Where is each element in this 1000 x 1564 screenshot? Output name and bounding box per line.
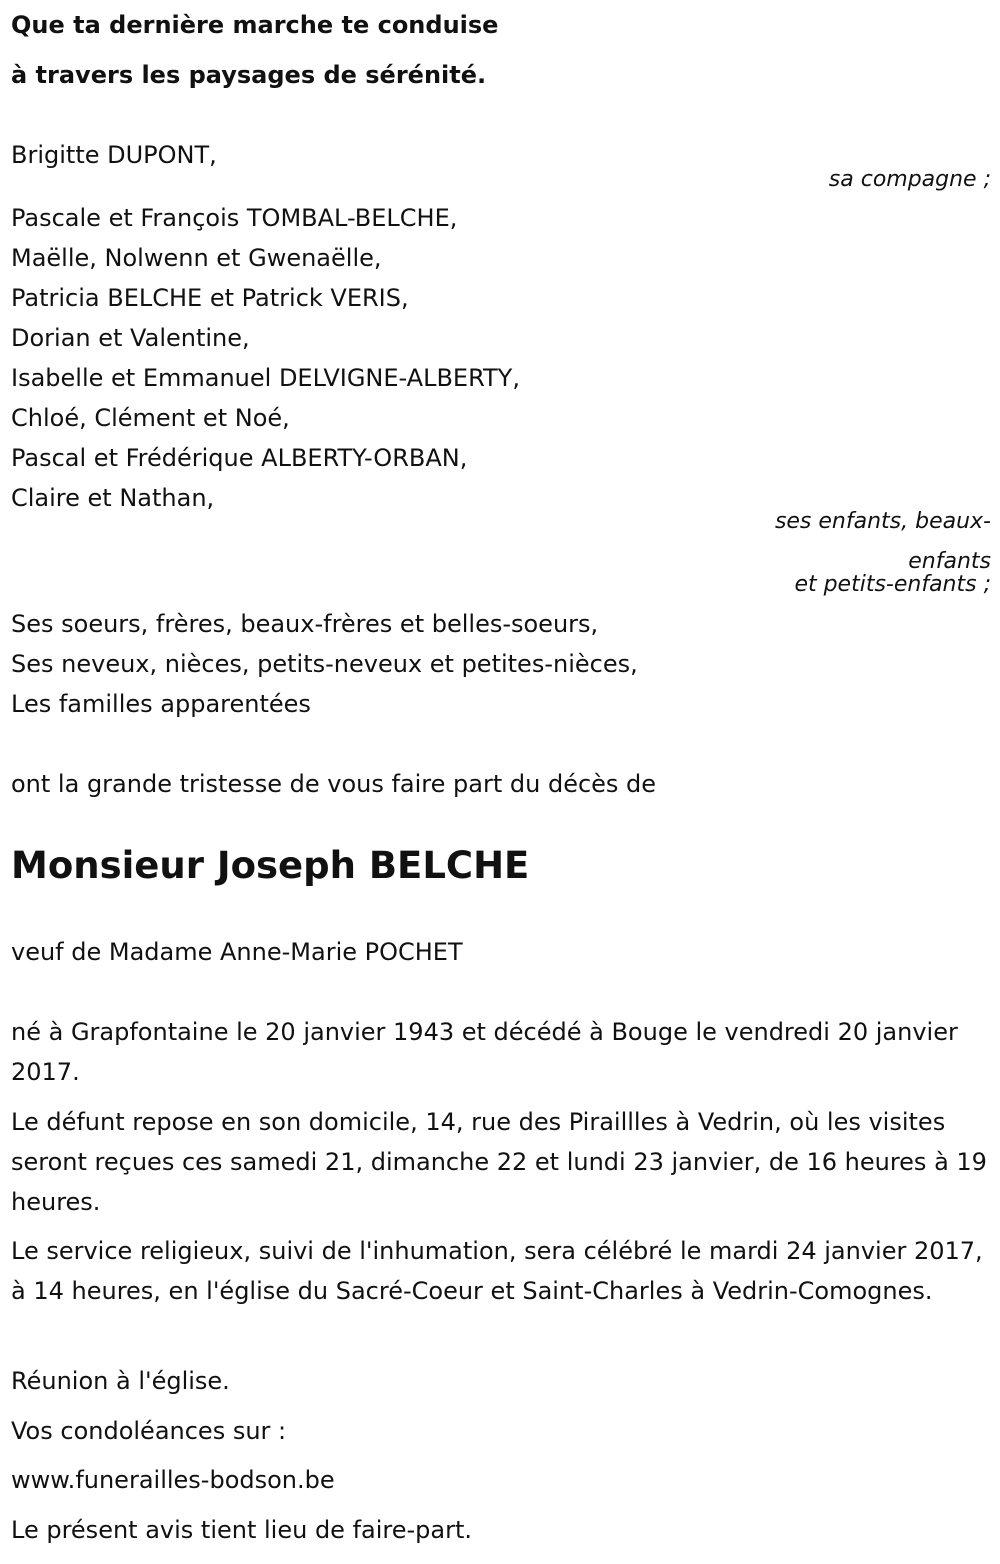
condolences-label: Vos condoléances sur :: [11, 1417, 287, 1445]
deceased-name: Monsieur Joseph BELCHE: [11, 844, 530, 887]
family-line: Chloé, Clément et Noé,: [11, 404, 290, 432]
family-line: Claire et Nathan,: [11, 484, 215, 512]
relatives-list: [11, 604, 638, 724]
family-line: Patricia BELCHE et Patrick VERIS,: [11, 284, 409, 312]
widower-text: veuf de Madame Anne-Marie POCHET: [11, 938, 463, 966]
notice-paragraph: Le présent avis tient lieu de faire-part.: [11, 1516, 473, 1544]
service-paragraph: Le service religieux, suivi de l'inhumation, sera célébré le mardi 24 janvier 2017, à 14 heures, en l'église du Sacré-Coeur et Saint-Charles à Vedrin-Comognes.: [11, 1237, 983, 1305]
companion-name: Brigitte DUPONT,: [11, 141, 217, 169]
family-line: Dorian et Valentine,: [11, 324, 250, 352]
relatives-line: Les familles apparentées: [11, 690, 311, 718]
relatives-line: Ses neveux, nièces, petits-neveux et petites-nièces,: [11, 650, 638, 678]
birth-death-paragraph: né à Grapfontaine le 20 janvier 1943 et décédé à Bouge le vendredi 20 janvier 2017.: [11, 1018, 958, 1086]
obituary-notice: [11, 0, 991, 1564]
children-relation-line-3: et petits-enfants ;: [794, 572, 991, 597]
family-line: Pascal et Frédérique ALBERTY-ORBAN,: [11, 444, 468, 472]
epigraph-line-2: à travers les paysages de sérénité.: [11, 61, 487, 89]
children-list: [11, 198, 520, 518]
condolences-website: www.funerailles-bodson.be: [11, 1466, 335, 1494]
children-relation-line-2: enfants: [908, 549, 991, 574]
family-line: Maëlle, Nolwenn et Gwenaëlle,: [11, 244, 382, 272]
companion-relation: sa compagne ;: [828, 167, 991, 192]
epigraph-line-1: Que ta dernière marche te conduise: [11, 11, 499, 39]
relatives-line: Ses soeurs, frères, beaux-frères et belles-soeurs,: [11, 610, 599, 638]
visitation-paragraph: Le défunt repose en son domicile, 14, rue des Piraillles à Vedrin, où les visites seront reçues ces samedi 21, dimanche 22 et lundi 23 janvier, de 16 heures à 19 heures.: [11, 1108, 987, 1216]
announcement-text: ont la grande tristesse de vous faire part du décès de: [11, 770, 657, 798]
family-line: Isabelle et Emmanuel DELVIGNE-ALBERTY,: [11, 364, 520, 392]
meeting-paragraph: Réunion à l'église.: [11, 1367, 230, 1395]
family-line: Pascale et François TOMBAL-BELCHE,: [11, 204, 458, 232]
children-relation-line-1: ses enfants, beaux-: [774, 509, 991, 534]
